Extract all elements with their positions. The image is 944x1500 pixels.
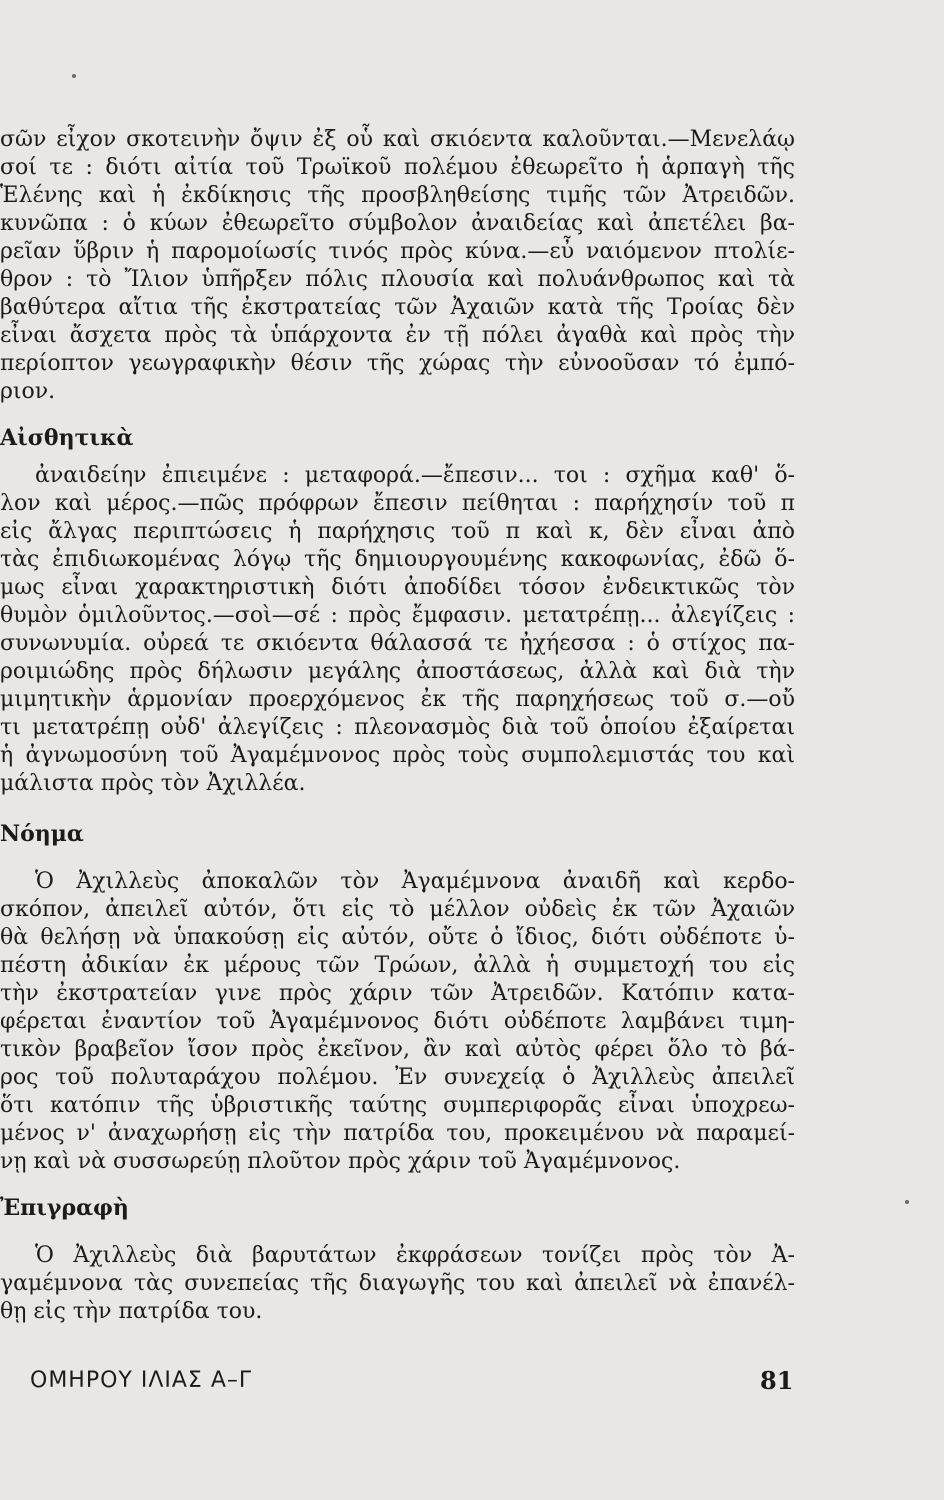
text-line: γαμέμνονα τὰς συνεπείας τῆς διαγωγῆς του καὶ ἀπειλεῖ νὰ ἐπανέλ-	[0, 1271, 795, 1296]
scan-speck	[72, 74, 76, 78]
text-line: ριον.	[0, 379, 56, 404]
text-line: σῶν εἶχον σκοτεινὴν ὄψιν ἐξ οὗ καὶ σκιόεντα καλοῦνται.—Μενελάῳ	[0, 127, 795, 152]
text-line: εἶναι ἄσχετα πρὸς τὰ ὑπάρχοντα ἐν τῇ πόλει ἀγαθὰ καὶ πρὸς τὴν	[0, 323, 795, 348]
section-heading: Αἰσθητικὰ	[0, 425, 134, 451]
text-line: θρον : τὸ Ἴλιον ὑπῆρξεν πόλις πλουσία καὶ πολυάνθρωπος καὶ τὰ	[0, 267, 795, 292]
text-line: σκόπον, ἀπειλεῖ αὐτόν, ὅτι εἰς τὸ μέλλον οὐδεὶς ἐκ τῶν Ἀχαιῶν	[0, 897, 795, 922]
text-line: βαθύτερα αἴτια τῆς ἐκστρατείας τῶν Ἀχαιῶν κατὰ τῆς Τροίας δὲν	[0, 295, 795, 320]
text-line: τι μετατρέπῃ οὐδ' ἀλεγίζεις : πλεονασμὸς διὰ τοῦ ὁποίου ἐξαίρεται	[0, 715, 795, 740]
text-line: μιμητικὴν ἁρμονίαν προερχόμενος ἐκ τῆς παρηχήσεως τοῦ σ.—οὔ	[0, 687, 795, 712]
text-line: τικὸν βραβεῖον ἴσον πρὸς ἐκεῖνον, ἂν καὶ αὐτὸς φέρει ὅλο τὸ βά-	[0, 1037, 795, 1062]
text-line: θῃ εἰς τὴν πατρίδα του.	[0, 1299, 263, 1324]
text-line: μένος ν' ἀναχωρήσῃ εἰς τὴν πατρίδα του, προκειμένου νὰ παραμεί-	[0, 1121, 795, 1146]
text-line: Ὁ Ἀχιλλεὺς ἀποκαλῶν τὸν Ἀγαμέμνονα ἀναιδῆ καὶ κερδο-	[35, 869, 795, 894]
running-footer-title: ΟΜΗΡΟΥ ΙΛΙΑΣ Α–Γ	[30, 1368, 253, 1393]
text-line: λον καὶ μέρος.—πῶς πρόφρων ἔπεσιν πείθηται : παρήχησίν τοῦ π	[0, 491, 795, 516]
text-line: κυνῶπα : ὁ κύων ἐθεωρεῖτο σύμβολον ἀναιδείας καὶ ἀπετέλει βα-	[0, 211, 795, 236]
section-heading: Νόημα	[0, 821, 84, 847]
text-line: νῃ καὶ νὰ συσσωρεύῃ πλοῦτον πρὸς χάριν τοῦ Ἀγαμέμνονος.	[0, 1149, 681, 1174]
text-line: ρος τοῦ πολυταράχου πολέμου. Ἐν συνεχείᾳ ὁ Ἀχιλλεὺς ἀπειλεῖ	[0, 1065, 795, 1090]
text-line: εἰς ἄλγας περιπτώσεις ἡ παρήχησις τοῦ π καὶ κ, δὲν εἶναι ἀπὸ	[0, 519, 795, 544]
text-line: ὅτι κατόπιν τῆς ὑβριστικῆς ταύτης συμπεριφορᾶς εἶναι ὑποχρεω-	[0, 1093, 795, 1118]
text-line: περίοπτον γεωγραφικὴν θέσιν τῆς χώρας τὴν εὐνοοῦσαν τό ἐμπό-	[0, 351, 795, 376]
text-line: ἡ ἀγνωμοσύνη τοῦ Ἀγαμέμνονος πρὸς τοὺς συμπολεμιστάς του καὶ	[0, 743, 795, 768]
scan-speck	[905, 1200, 909, 1204]
text-line: τὰς ἐπιδιωκομένας λόγῳ τῆς δημιουργουμένης κακοφωνίας, ἐδῶ ὅ-	[0, 547, 795, 572]
text-line: πέστη ἀδικίαν ἐκ μέρους τῶν Τρώων, ἀλλὰ ἡ συμμετοχή του εἰς	[0, 953, 795, 978]
text-line: Ἑλένης καὶ ἡ ἐκδίκησις τῆς προσβληθείσης τιμῆς τῶν Ἀτρειδῶν.	[0, 183, 795, 208]
text-line: Ὁ Ἀχιλλεὺς διὰ βαρυτάτων ἐκφράσεων τονίζει πρὸς τὸν Ἀ-	[35, 1243, 795, 1268]
text-line: τὴν ἐκστρατείαν γινε πρὸς χάριν τῶν Ἀτρειδῶν. Κατόπιν κατα-	[0, 981, 795, 1006]
text-line: ροιμιώδης πρὸς δήλωσιν μεγάλης ἀποστάσεως, ἀλλὰ καὶ διὰ τὴν	[0, 659, 795, 684]
text-line: ἀναιδείην ἐπιειμένε : μεταφορά.—ἔπεσιν... τοι : σχῆμα καθ' ὅ-	[35, 463, 795, 488]
text-line: ρεῖαν ὕβριν ἡ παρομοίωσίς τινός πρὸς κύνα.—εὖ ναιόμενον πτολίε-	[0, 239, 795, 264]
page-number: 81	[760, 1366, 794, 1395]
text-line: θὰ θελήσῃ νὰ ὑπακούσῃ εἰς αὐτόν, οὔτε ὁ ἴδιος, διότι οὐδέποτε ὑ-	[0, 925, 795, 950]
text-line: θυμὸν ὁμιλοῦντος.—σοὶ—σέ : πρὸς ἔμφασιν. μετατρέπῃ... ἀλεγίζεις :	[0, 603, 795, 628]
text-line: σοί τε : διότι αἰτία τοῦ Τρωϊκοῦ πολέμου ἐθεωρεῖτο ἡ ἁρπαγὴ τῆς	[0, 155, 795, 180]
text-line: μάλιστα πρὸς τὸν Ἀχιλλέα.	[0, 771, 306, 796]
text-line: συνωνυμία. οὐρεά τε σκιόεντα θάλασσά τε ἠχήεσσα : ὁ στίχος πα-	[0, 631, 795, 656]
section-heading: Ἐπιγραφὴ	[0, 1195, 129, 1221]
text-line: φέρεται ἐναντίον τοῦ Ἀγαμέμνονος διότι οὐδέποτε λαμβάνει τιμη-	[0, 1009, 795, 1034]
text-line: μως εἶναι χαρακτηριστικὴ διότι ἀποδίδει τόσον ἐνδεικτικῶς τὸν	[0, 575, 795, 600]
